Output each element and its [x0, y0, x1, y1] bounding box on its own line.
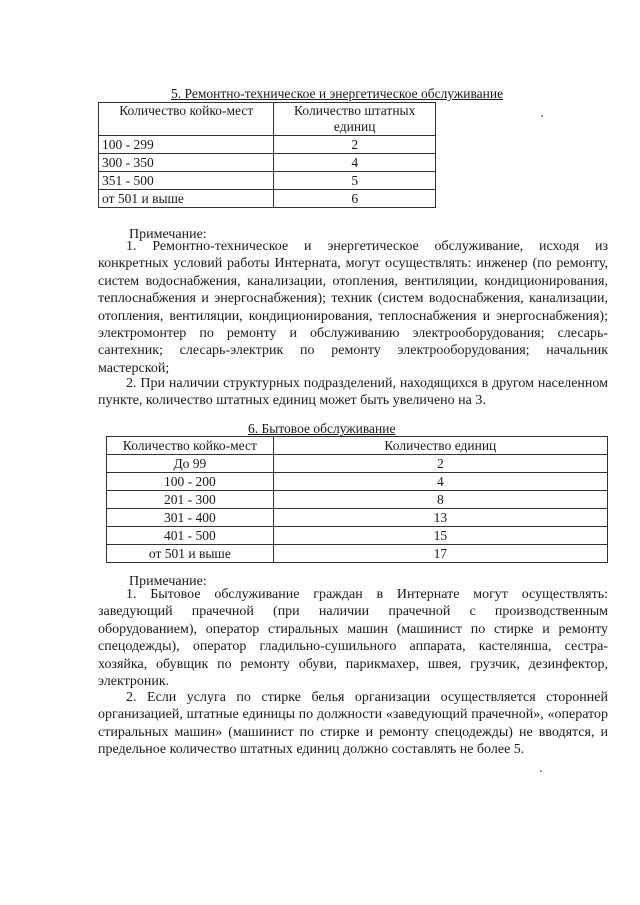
cell-units: 17	[273, 545, 607, 563]
table-row	[107, 545, 608, 563]
cell-units: 6	[274, 190, 436, 208]
col-header-beds: Количество койко-мест	[107, 437, 274, 455]
col-header-beds: Количество койко-мест	[99, 103, 274, 136]
cell-beds: 201 - 300	[107, 491, 274, 509]
section-5-note-1: 1. Ремонтно-техническое и энергетическое обслуживание, исходя из конкретных условий работы Интерната, могут осуществлять: инженер (по ремонту, систем водоснабжения, канализации, отопления, вентиляции, кондиционирования, теплоснабжения и энергоснабжения); техник (систем водоснабжения, канализации, отопления, вентиляции, кондиционирования, теплоснабжения и энергоснабжения); электромонтер по ремонту и обслуживанию электрооборудования; слесарь-сантехник; слесарь-электрик по ремонту электрооборудования; начальник мастерской;	[98, 239, 608, 376]
cell-units: 8	[273, 491, 607, 509]
cell-beds: 401 - 500	[107, 527, 274, 545]
section-6-note-1: 1. Бытовое обслуживание граждан в Интернате могут осуществлять: заведующий прачечной (при наличии прачечной с производственным оборудованием), оператор стиральных машин (машинист по стирке и ремонту спецодежды), оператор гладильно-сушильного аппарата, кастелянша, сестра-хозяйка, обувщик по ремонту обуви, парикмахер, швея, грузчик, дезинфектор, электроник.	[98, 587, 608, 690]
table-row	[99, 136, 436, 154]
section-5-note-2: 2. При наличии структурных подразделений, находящихся в другом населенном пункте, количество штатных единиц может быть увеличено на 3.	[98, 376, 608, 409]
scan-speck	[541, 115, 543, 117]
cell-beds: 301 - 400	[107, 509, 274, 527]
section-6-table	[106, 436, 608, 563]
table-row	[107, 509, 608, 527]
table-header-row	[99, 103, 436, 136]
table-row	[99, 190, 436, 208]
cell-beds: 300 - 350	[99, 154, 274, 172]
table-row	[107, 527, 608, 545]
cell-beds: от 501 и выше	[107, 545, 274, 563]
scan-speck	[540, 770, 542, 772]
cell-beds: 100 - 299	[99, 136, 274, 154]
section-5-note-title: Примечание:	[129, 227, 207, 242]
cell-units: 4	[274, 154, 436, 172]
table-row	[107, 455, 608, 473]
cell-beds: от 501 и выше	[99, 190, 274, 208]
table-row	[99, 172, 436, 190]
cell-units: 15	[273, 527, 607, 545]
table-row	[107, 491, 608, 509]
table-row	[107, 473, 608, 491]
col-header-staff-units: Количество штатных единиц	[274, 103, 436, 136]
cell-beds: 351 - 500	[99, 172, 274, 190]
section-6-title: 6. Бытовое обслуживание	[248, 421, 396, 436]
col-header-units: Количество единиц	[273, 437, 607, 455]
cell-units: 13	[273, 509, 607, 527]
table-header-row	[107, 437, 608, 455]
cell-beds: 100 - 200	[107, 473, 274, 491]
section-5-table	[98, 102, 436, 208]
cell-units: 4	[273, 473, 607, 491]
section-5-title: 5. Ремонтно-техническое и энергетическое обслуживание	[171, 86, 504, 101]
section-6-note-title: Примечание:	[129, 574, 207, 589]
cell-beds: До 99	[107, 455, 274, 473]
cell-units: 5	[274, 172, 436, 190]
section-6-note-2: 2. Если услуга по стирке белья организации осуществляется сторонней организацией, штатные единицы по должности «заведующий прачечной», «оператор стиральных машин» (машинист по стирке и ремонту спецодежды) не вводятся, и предельное количество штатных единиц должно составлять не более 5.	[98, 690, 608, 758]
cell-units: 2	[274, 136, 436, 154]
table-row	[99, 154, 436, 172]
cell-units: 2	[273, 455, 607, 473]
